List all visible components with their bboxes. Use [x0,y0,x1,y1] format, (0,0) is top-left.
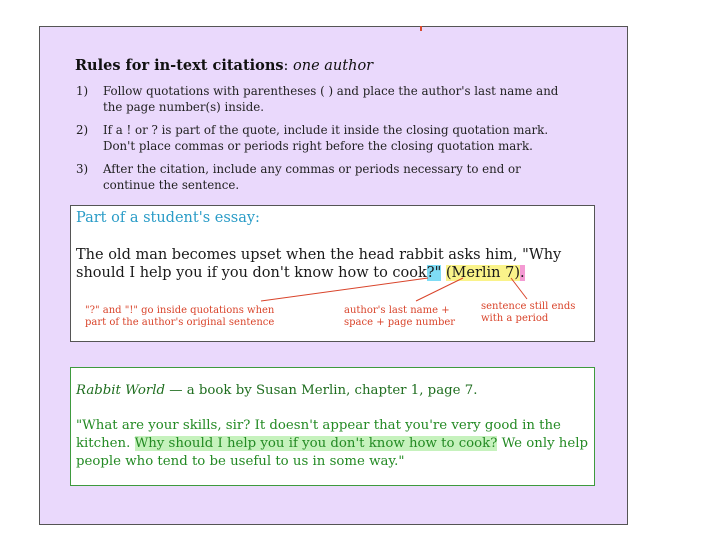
heading-bold: Rules for in-text citations [75,57,284,74]
essay-sentence: The old man becomes upset when the head rabbit asks him, "Why should I help you if you don't know how to cook [76,247,562,281]
source-box [70,367,595,486]
rule-number: 2) [76,123,89,137]
source-title [76,383,477,398]
note-author [344,305,455,329]
note-line: with a period [481,313,549,324]
note-line: author's last name + [344,305,450,316]
arrow-author [416,278,463,301]
rule-text: After the citation, include any commas or periods necessary to end or continue the sentence. [103,162,521,192]
note-line: "?" and "!" go inside quotations when [85,305,275,316]
arrow-period [511,278,527,299]
quote-highlight: Why should I help you if you don't know how to cook? [134,436,498,451]
essay-box [70,205,595,342]
citation-highlight: (Merlin 7) [445,265,520,281]
heading-italic: one author [293,58,374,74]
rule-item [76,84,576,115]
note-quote-marks [85,305,274,329]
rule-number: 3) [76,162,89,176]
note-line: part of the author's original sentence [85,317,275,328]
source-quote [76,417,588,471]
heading-colon: : [283,58,289,74]
arrow-quote-marks [261,278,428,301]
note-line: space + page number [344,317,456,328]
punctuation-highlight: ?" [426,265,442,281]
note-line: sentence still ends [481,301,576,312]
rules-list [76,84,576,201]
quote-end: We only help people who tend to be useful to us in some way." [76,436,589,469]
top-mark [420,26,422,31]
rule-item [76,123,576,154]
rule-text: Follow quotations with parentheses ( ) and place the author's last name and the page number(s) inside. [103,84,559,114]
book-info: — a book by Susan Merlin, chapter 1, page 7. [164,383,478,398]
rule-number: 1) [76,84,89,98]
rule-item [76,162,576,193]
slide [39,26,628,525]
rule-text: If a ! or ? is part of the quote, include it inside the closing quotation mark. Don't place commas or periods right before the closing quotation mark. [103,123,549,153]
note-period [481,301,575,325]
book-title: Rabbit World [76,383,165,398]
essay-title: Part of a student's essay: [76,210,260,226]
period-highlight: . [519,265,525,281]
rules-heading [75,57,373,74]
quote-start: "What are your skills, sir? It doesn't appear that you're very good in the kitchen. [76,418,561,451]
